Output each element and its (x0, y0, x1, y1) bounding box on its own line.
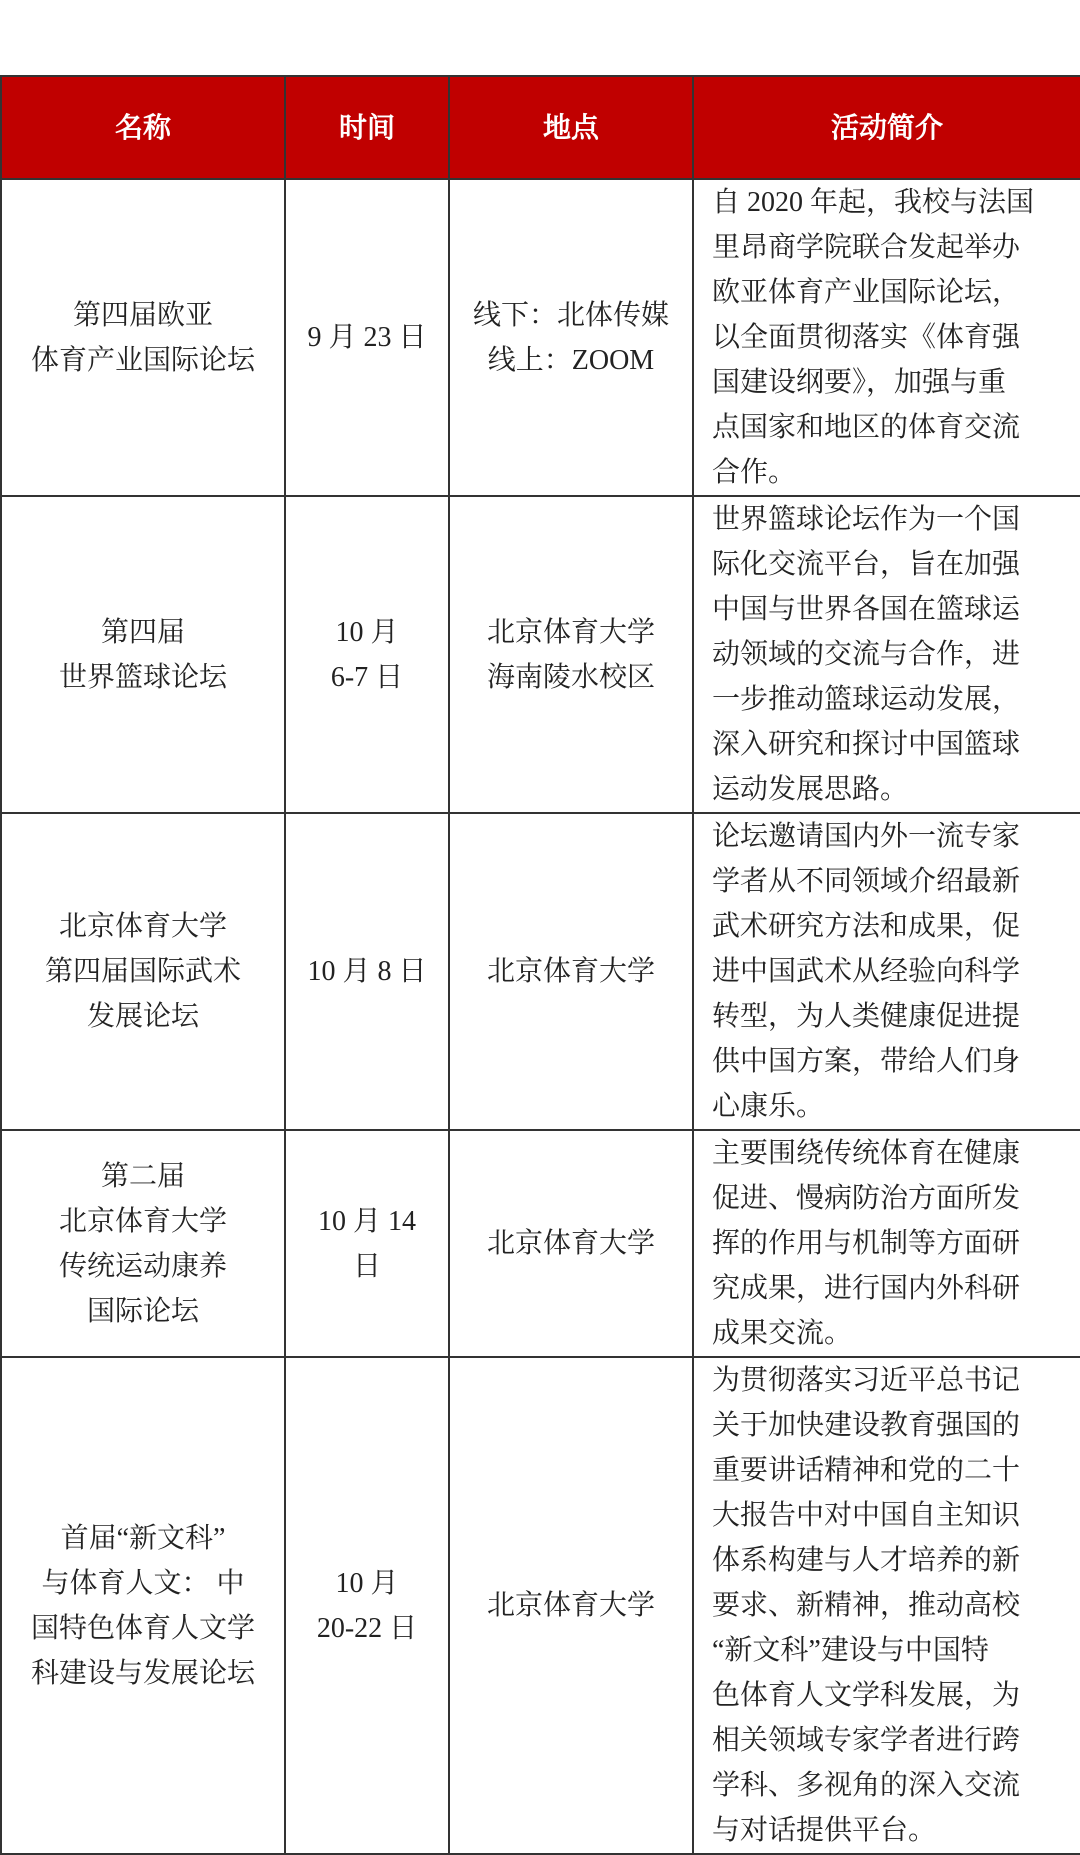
name-line: 首届“新文科” (60, 1522, 226, 1554)
desc-line: 中国与世界各国在篮球运 (712, 594, 1021, 625)
cell-desc (693, 1357, 1080, 1854)
table-row (1, 813, 1080, 1130)
name-line: 世界篮球论坛 (58, 661, 227, 693)
cell-time (285, 1130, 449, 1357)
desc-line: 进中国武术从经验向科学 (712, 956, 1021, 987)
desc-line: 色体育人文学科发展，为 (712, 1680, 1021, 1711)
time-line: 10 月 14 (317, 1205, 416, 1237)
desc-line: 际化交流平台，旨在加强 (712, 549, 1021, 580)
desc-line: 关于加快建设教育强国的 (712, 1410, 1021, 1441)
desc-line: “新文科”建设与中国特 (712, 1635, 989, 1666)
desc-line: 促进、慢病防治方面所发 (712, 1183, 1021, 1214)
name-line: 科建设与发展论坛 (30, 1657, 255, 1689)
place-line: 北京体育大学 (486, 1590, 655, 1621)
time-line: 6-7 日 (330, 661, 404, 693)
cell-desc (693, 179, 1080, 496)
place-line: 北京体育大学 (486, 616, 655, 648)
table-row (1, 1357, 1080, 1854)
name-line: 国际论坛 (86, 1295, 199, 1327)
cell-time (285, 179, 449, 496)
desc-line: 国建设纲要》，加强与重 (712, 367, 1007, 398)
desc-line: 体系构建与人才培养的新 (712, 1545, 1021, 1576)
header-name: 名称 (1, 76, 285, 179)
header-description: 活动简介 (693, 76, 1080, 179)
cell-time (285, 813, 449, 1130)
desc-line: 成果交流。 (712, 1318, 853, 1349)
table-row (1, 179, 1080, 496)
time-line: 10 月 (335, 616, 399, 648)
cell-name (1, 496, 285, 813)
desc-line: 重要讲话精神和党的二十 (712, 1455, 1021, 1486)
desc-line: 世界篮球论坛作为一个国 (712, 504, 1021, 535)
desc-line: 转型，为人类健康促进提 (712, 1001, 1021, 1032)
cell-name (1, 813, 285, 1130)
time-line: 9 月 23 日 (307, 322, 427, 353)
header-time: 时间 (285, 76, 449, 179)
table-row (1, 1130, 1080, 1357)
desc-line: 以全面贯彻落实《体育强 (712, 322, 1021, 353)
desc-line: 为贯彻落实习近平总书记 (712, 1365, 1021, 1396)
cell-place (449, 496, 693, 813)
desc-line: 要求、新精神，推动高校 (712, 1590, 1021, 1621)
desc-line: 自 2020 年起，我校与法国 (712, 187, 1035, 218)
cell-place (449, 1130, 693, 1357)
name-line: 北京体育大学 (58, 1205, 227, 1237)
place-line: 北京体育大学 (486, 1228, 655, 1259)
desc-line: 究成果，进行国内外科研 (712, 1273, 1021, 1304)
name-line: 与体育人文： 中 (41, 1567, 245, 1599)
cell-place (449, 813, 693, 1130)
name-line: 体育产业国际论坛 (30, 344, 255, 376)
desc-line: 学者从不同领域介绍最新 (712, 866, 1021, 897)
table-row (1, 496, 1080, 813)
cell-name (1, 179, 285, 496)
desc-line: 动领域的交流与合作，进 (712, 639, 1021, 670)
desc-line: 深入研究和探讨中国篮球 (712, 729, 1021, 760)
name-line: 传统运动康养 (58, 1250, 227, 1282)
cell-place (449, 179, 693, 496)
name-line: 第四届欧亚 (72, 299, 213, 331)
desc-line: 相关领域专家学者进行跨 (712, 1725, 1021, 1756)
cell-desc (693, 496, 1080, 813)
time-line: 日 (352, 1250, 381, 1282)
desc-line: 合作。 (712, 457, 797, 488)
cell-place (449, 1357, 693, 1854)
desc-line: 大报告中对中国自主知识 (712, 1500, 1021, 1531)
place-line: 海南陵水校区 (486, 661, 655, 693)
cell-time (285, 496, 449, 813)
time-line: 10 月 8 日 (307, 956, 427, 987)
desc-line: 论坛邀请国内外一流专家 (712, 821, 1021, 852)
time-line: 10 月 (335, 1567, 399, 1599)
cell-desc (693, 1130, 1080, 1357)
desc-line: 与对话提供平台。 (712, 1815, 937, 1846)
cell-name (1, 1357, 285, 1854)
forum-schedule-table (0, 75, 1080, 1855)
place-line: 线下：北体传媒 (472, 299, 669, 331)
place-line: 北京体育大学 (486, 956, 655, 987)
name-line: 第二届 (100, 1160, 185, 1192)
desc-line: 点国家和地区的体育交流 (712, 412, 1021, 443)
place-line: 线上：ZOOM (487, 344, 655, 376)
desc-line: 心康乐。 (712, 1091, 825, 1122)
desc-line: 供中国方案，带给人们身 (712, 1046, 1021, 1077)
desc-line: 欧亚体育产业国际论坛， (712, 277, 1021, 308)
desc-line: 一步推动篮球运动发展， (712, 684, 1021, 715)
desc-line: 学科、多视角的深入交流 (712, 1770, 1021, 1801)
name-line: 第四届 (100, 616, 185, 648)
name-line: 第四届国际武术 (44, 956, 241, 987)
name-line: 北京体育大学 (58, 911, 227, 942)
cell-name (1, 1130, 285, 1357)
name-line: 发展论坛 (86, 1001, 199, 1032)
desc-line: 里昂商学院联合发起举办 (712, 232, 1021, 263)
desc-line: 主要围绕传统体育在健康 (712, 1138, 1021, 1169)
name-line: 国特色体育人文学 (30, 1612, 255, 1644)
cell-time (285, 1357, 449, 1854)
desc-line: 武术研究方法和成果，促 (712, 911, 1021, 942)
table-header-row (1, 76, 1080, 179)
time-line: 20-22 日 (316, 1612, 418, 1644)
header-place: 地点 (449, 76, 693, 179)
cell-desc (693, 813, 1080, 1130)
desc-line: 挥的作用与机制等方面研 (712, 1228, 1021, 1259)
desc-line: 运动发展思路。 (712, 774, 909, 805)
